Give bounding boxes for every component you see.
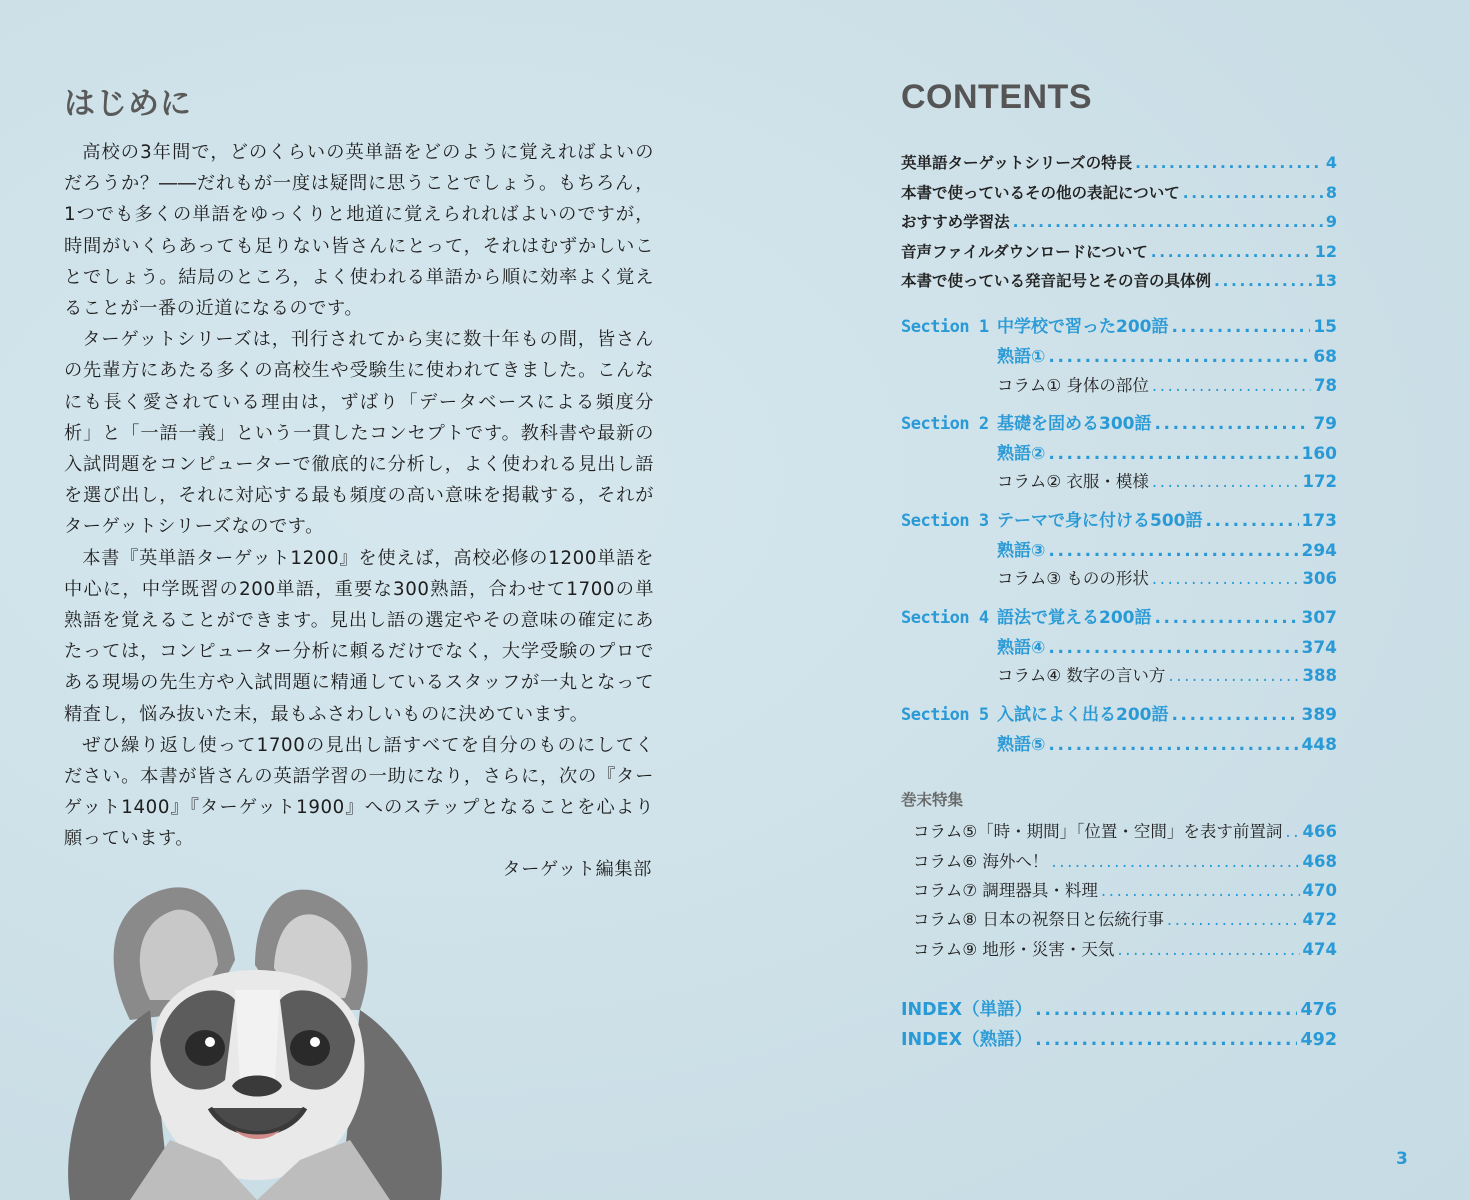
toc-entry-page: 388 [1302, 666, 1337, 685]
toc-sub-entry[interactable] [997, 633, 1337, 658]
toc-entry-page: 12 [1314, 242, 1337, 261]
toc-leader [1117, 940, 1299, 959]
toc-entry-page: 68 [1313, 347, 1337, 367]
intro-paragraph: ターゲットシリーズは，刊行されてから実に数十年もの間，皆さんの先輩方にあたる多くの高校生や受験生に使われてきました。こんなにも長く愛されている理由は，ずばり「データベースによる頻度分析」と「一語一義」という一貫したコンセプトです。教科書や最新の入試問題をコンピューターで徹底的に分析し，よく使われる見出し語を選び出し，それに対応する最も頻度の高い意味を掲載する，それがターゲットシリーズなのです。 [64, 329, 654, 538]
toc-entry-page: 15 [1313, 317, 1337, 337]
toc-leader [1152, 569, 1300, 588]
toc-entry-page: 448 [1301, 735, 1337, 755]
toc-entry-title: コラム⑧ 日本の祝祭日と伝統行事 [913, 910, 1164, 929]
toc-entry-title: コラム⑥ 海外へ！ [913, 852, 1049, 871]
toc-entry-title: 熟語① [997, 347, 1046, 367]
toc-leader [1172, 705, 1299, 725]
toc-leader [1206, 511, 1299, 531]
toc-sub-entry[interactable] [997, 342, 1337, 367]
toc-entry-page: 294 [1301, 541, 1337, 561]
toc-entry-page: 306 [1302, 569, 1337, 588]
toc-index-entry[interactable] [901, 1026, 1337, 1051]
toc-leader [1152, 376, 1311, 395]
toc-entry[interactable] [901, 210, 1337, 232]
toc-entry-page: 470 [1302, 881, 1337, 900]
toc-leader [1168, 666, 1299, 685]
intro-paragraph: 高校の3年間で，どのくらいの英単語をどのように覚えればよいのだろうか？――だれもが一度は疑問に思うことでしょう。もちろん，1つでも多くの単語をゆっくりと地道に覚えられればよいのですが，時間がいくらあっても足りない皆さんにとって，それはむずかしいことでしょう。結局のところ，よく使われる単語から順に効率よく覚えることが一番の近道になるのです。 [64, 142, 654, 320]
toc-sub-entry[interactable] [997, 662, 1337, 686]
section-label: Section 2 [901, 414, 989, 434]
intro-paragraph: ぜひ繰り返し使って1700の見出し語すべてを自分のものにしてください。本書が皆さんの英語学習の一助になり，さらに，次の『ターゲット1400』『ターゲット1900』へのステップとなることを心より願っています。 [64, 734, 654, 850]
toc-leader [1155, 414, 1311, 434]
toc-entry-page: 474 [1302, 940, 1337, 959]
toc-appendix-entry[interactable] [913, 936, 1337, 960]
toc-appendix-entry[interactable] [913, 906, 1337, 930]
toc-sub-entry[interactable] [997, 565, 1337, 589]
toc-section-2[interactable] [901, 409, 1337, 434]
toc-entry-title: INDEX（単語） [901, 1000, 1033, 1020]
toc-entry-page: 160 [1301, 444, 1337, 464]
toc-leader [1013, 213, 1323, 231]
toc-section-3[interactable] [901, 506, 1337, 531]
toc-leader [1155, 608, 1299, 628]
toc-leader [1035, 1000, 1297, 1020]
toc-sub-entry[interactable] [997, 372, 1337, 396]
toc-leader [1048, 541, 1298, 561]
section-title: 語法で覚える200語 [997, 608, 1152, 628]
toc-leader [1101, 881, 1300, 900]
toc-entry-page: 9 [1325, 212, 1337, 231]
toc-entry-title: コラム⑦ 調理器具・料理 [913, 881, 1098, 900]
toc-entry-title: 熟語② [997, 444, 1046, 464]
toc-leader [1035, 1030, 1297, 1050]
appendix-heading: 巻末特集 [901, 791, 964, 809]
toc-appendix-entry[interactable] [913, 877, 1337, 901]
section-label: Section 3 [901, 511, 989, 531]
toc-entry-title: コラム⑤「時・期間」「位置・空間」を表す前置詞 [913, 822, 1283, 841]
toc-appendix-entry[interactable] [913, 818, 1337, 842]
page-number: 3 [1396, 1149, 1408, 1169]
section-title: 中学校で習った200語 [997, 317, 1169, 337]
toc-leader [1285, 822, 1299, 841]
toc-entry-page: 476 [1300, 1000, 1337, 1020]
toc-sub-entry[interactable] [997, 730, 1337, 755]
section-title: 入試によく出る200語 [997, 705, 1169, 725]
toc-leader [1051, 852, 1299, 871]
intro-paragraph: 本書『英単語ターゲット1200』を使えば，高校必修の1200単語を中心に，中学既習の200単語，重要な300熟語，合わせて1700の単熟語を覚えることができます。見出し語の選定やその意味の確定にあたっては，コンピューター分析に頼るだけでなく，大学受験のプロである現場の先生方や入試問題に精通しているスタッフが一丸となって精査し，悩み抜いた末，最もふさわしいものに決めています。 [64, 547, 654, 725]
toc-leader [1172, 317, 1311, 337]
toc-entry-title: 英単語ターゲットシリーズの特長 [901, 154, 1133, 172]
toc-entry[interactable] [901, 181, 1337, 203]
toc-leader [1152, 472, 1300, 491]
toc-entry-page: 8 [1325, 183, 1337, 202]
section-title: テーマで身に付ける500語 [997, 511, 1203, 531]
section-label: Section 1 [901, 317, 989, 337]
toc-leader [1048, 347, 1310, 367]
toc-leader [1135, 154, 1323, 172]
toc-section-4[interactable] [901, 603, 1337, 628]
toc-entry[interactable] [901, 240, 1337, 262]
toc-entry-title: コラム② 衣服・模様 [997, 472, 1149, 491]
toc-entry[interactable] [901, 151, 1337, 173]
toc-sub-entry[interactable] [997, 439, 1337, 464]
toc-entry-page: 492 [1300, 1030, 1337, 1050]
intro-signature: ターゲット編集部 [502, 859, 652, 880]
toc-section-5[interactable] [901, 700, 1337, 725]
toc-sub-entry[interactable] [997, 536, 1337, 561]
toc-entry-title: 音声ファイルダウンロードについて [901, 243, 1148, 261]
toc-entry-title: 本書で使っているその他の表記について [901, 184, 1180, 202]
toc-entry-page: 472 [1302, 910, 1337, 929]
toc-entry-page: 307 [1301, 608, 1337, 628]
toc-entry-page: 4 [1325, 153, 1337, 172]
toc-entry-title: 熟語⑤ [997, 735, 1046, 755]
toc-leader [1214, 272, 1312, 290]
toc-entry-title: 本書で使っている発音記号とその音の具体例 [901, 272, 1212, 290]
toc-leader [1167, 910, 1300, 929]
toc-entry-title: コラム③ ものの形状 [997, 569, 1149, 588]
toc-entry-title: 熟語④ [997, 638, 1046, 658]
toc-entry-title: コラム④ 数字の言い方 [997, 666, 1166, 685]
toc-appendix-entry[interactable] [913, 848, 1337, 872]
toc-leader [1151, 243, 1312, 261]
toc-index-entry[interactable] [901, 996, 1337, 1021]
toc-entry-title: コラム① 身体の部位 [997, 376, 1149, 395]
toc-section-1[interactable] [901, 312, 1337, 337]
toc-entry-title: コラム⑨ 地形・災害・天気 [913, 940, 1115, 959]
toc-leader [1048, 735, 1298, 755]
toc-entry-page: 468 [1302, 852, 1337, 871]
toc-entry-page: 78 [1314, 376, 1337, 395]
toc-entry-page: 466 [1302, 822, 1337, 841]
toc-entry-page: 374 [1301, 638, 1337, 658]
toc-entry-title: 熟語③ [997, 541, 1046, 561]
toc-entry-page: 79 [1313, 414, 1337, 434]
toc-entry-title: INDEX（熟語） [901, 1030, 1033, 1050]
toc-entry-page: 172 [1302, 472, 1337, 491]
toc-entry-page: 389 [1301, 705, 1337, 725]
section-label: Section 4 [901, 608, 989, 628]
toc-leader [1048, 444, 1298, 464]
toc-sub-entry[interactable] [997, 468, 1337, 492]
toc-leader [1183, 184, 1323, 202]
toc-leader [1048, 638, 1298, 658]
toc-entry-page: 173 [1301, 511, 1337, 531]
intro-title: はじめに [64, 86, 192, 122]
section-label: Section 5 [901, 705, 989, 725]
section-title: 基礎を固める300語 [997, 414, 1152, 434]
contents-title: CONTENTS [901, 78, 1092, 116]
toc-entry-title: おすすめ学習法 [901, 213, 1010, 231]
toc-entry-page: 13 [1314, 271, 1337, 290]
toc-entry[interactable] [901, 269, 1337, 291]
